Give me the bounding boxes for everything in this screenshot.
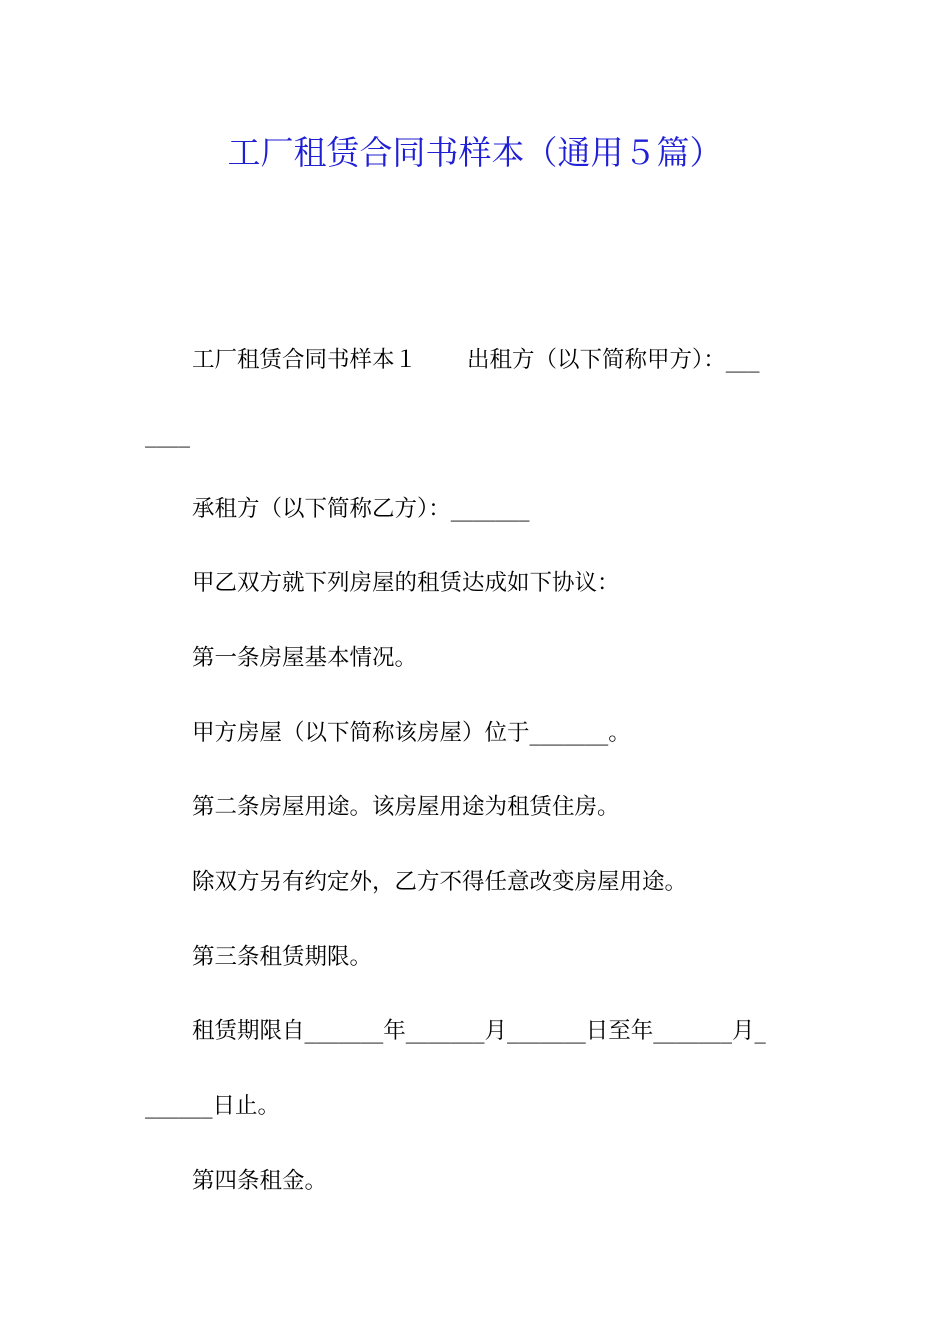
lessee-line: 承租方（以下简称乙方）：_______: [192, 496, 530, 522]
usage-restriction: 除双方另有约定外，乙方不得任意改变房屋用途。: [192, 869, 688, 895]
lessor-blank-continuation: ____: [145, 422, 190, 448]
lease-term-line: 租赁期限自_______年_______月_______日至年_______月_: [192, 1018, 766, 1044]
property-location: 甲方房屋（以下简称该房屋）位于_______。: [192, 720, 631, 746]
document-title: 工厂租赁合同书样本（通用５篇）: [227, 133, 723, 172]
lessor-line: 出租方（以下简称甲方）：___: [467, 347, 760, 373]
agreement-intro: 甲乙双方就下列房屋的租赁达成如下协议：: [192, 570, 620, 596]
article-3-heading: 第三条租赁期限。: [192, 944, 373, 970]
article-2-heading: 第二条房屋用途。该房屋用途为租赁住房。: [192, 794, 620, 820]
article-4-heading: 第四条租金。: [192, 1168, 328, 1194]
paragraph-line: [192, 342, 760, 378]
article-1-heading: 第一条房屋基本情况。: [192, 645, 418, 671]
section-heading: 工厂租赁合同书样本１: [192, 347, 418, 373]
lease-term-continuation: ______日止。: [145, 1093, 281, 1119]
